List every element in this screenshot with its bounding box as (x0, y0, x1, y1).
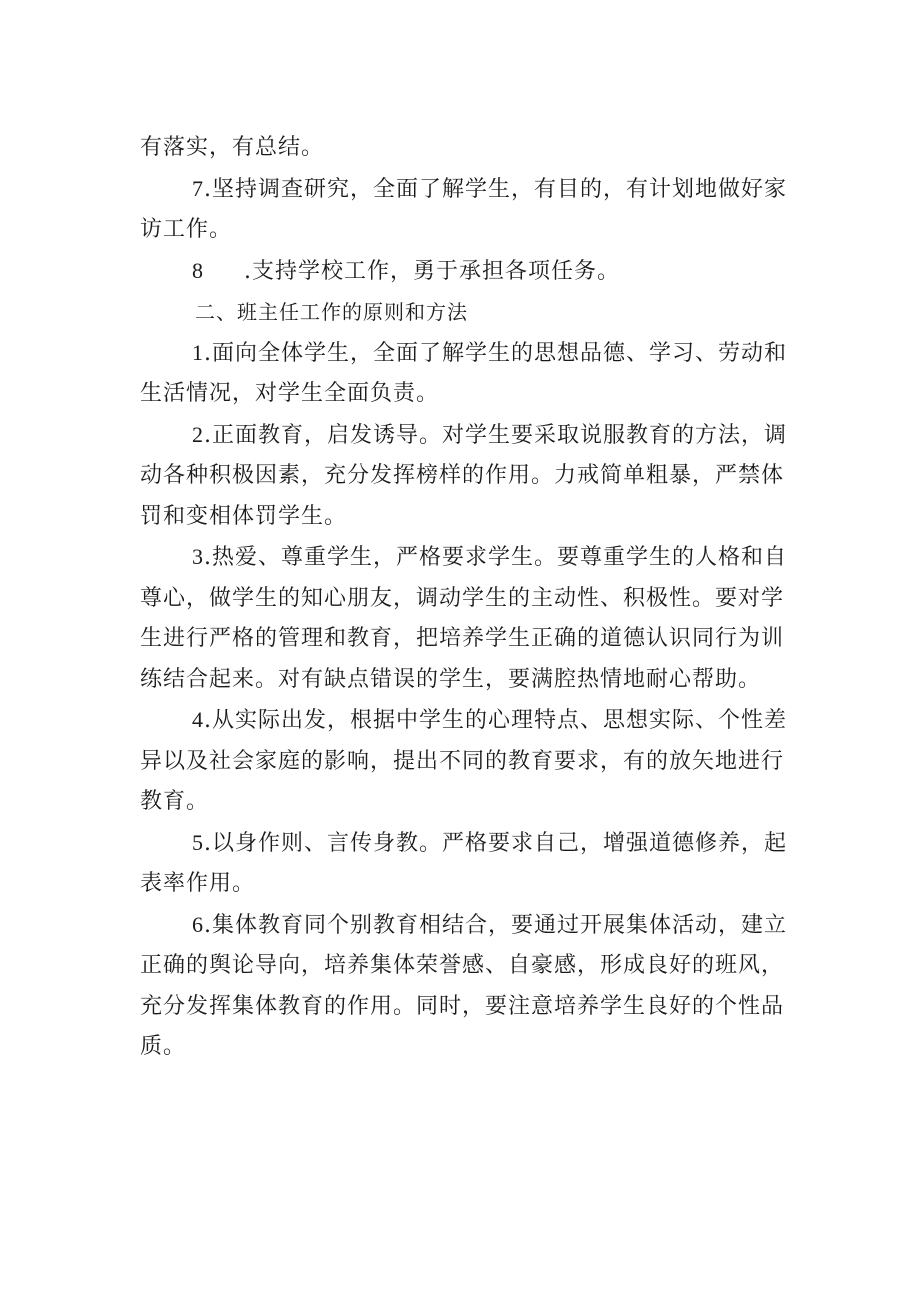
paragraph-continuation (140, 128, 800, 169)
paragraph-text: 有落实，有总结。 (140, 135, 325, 160)
item-number: 5 (192, 829, 204, 855)
item-number: 7 (192, 175, 204, 201)
item-number: 4 (192, 707, 204, 732)
item-number: 1 (192, 339, 204, 365)
item-number: 6 (192, 911, 204, 937)
section-heading: 二、班主任工作的原则和方法 (195, 300, 468, 324)
document-page (140, 128, 800, 1068)
item-number: 8 (192, 257, 204, 283)
list-item-4 (140, 700, 800, 823)
item-text: .从实际出发，根据中学生的心理特点、思想实际、个性差异以及社会家庭的影响，提出不同的教育要求，有的放矢地进行教育。 (140, 708, 787, 814)
list-item-7 (140, 169, 800, 251)
item-number: 2 (192, 421, 204, 447)
list-item-8 (140, 251, 800, 293)
item-text: .正面教育，启发诱导。对学生要采取说服教育的方法，调动各种积极因素，充分发挥榜样的作用。力戒简单粗暴，严禁体罚和变相体罚学生。 (140, 422, 787, 529)
list-item-2 (140, 415, 800, 538)
item-text: .支持学校工作，勇于承担各项任务。 (244, 258, 620, 284)
list-item-6 (140, 905, 800, 1068)
list-item-1 (140, 333, 800, 415)
item-text: .以身作则、言传身教。严格要求自己，增强道德修养，起表率作用。 (140, 830, 787, 896)
list-item-3 (140, 537, 800, 700)
item-text: .坚持调查研究，全面了解学生，有目的，有计划地做好家访工作。 (140, 176, 787, 242)
list-item-5 (140, 823, 800, 905)
item-text: .热爱、尊重学生，严格要求学生。要尊重学生的人格和自尊心，做学生的知心朋友，调动学生的主动性、积极性。要对学生进行严格的管理和教育，把培养学生正确的道德认识同行为训练结合起来。对有缺点错误的学生，要满腔热情地耐心帮助。 (140, 545, 787, 692)
item-text: .集体教育同个别教育相结合，要通过开展集体活动，建立正确的舆论导向，培养集体荣誉感、自豪感，形成良好的班风，充分发挥集体教育的作用。同时，要注意培养学生良好的个性品质。 (140, 912, 787, 1059)
item-text: .面向全体学生，全面了解学生的思想品德、学习、劳动和生活情况，对学生全面负责。 (140, 340, 787, 406)
item-number: 3 (192, 544, 204, 569)
